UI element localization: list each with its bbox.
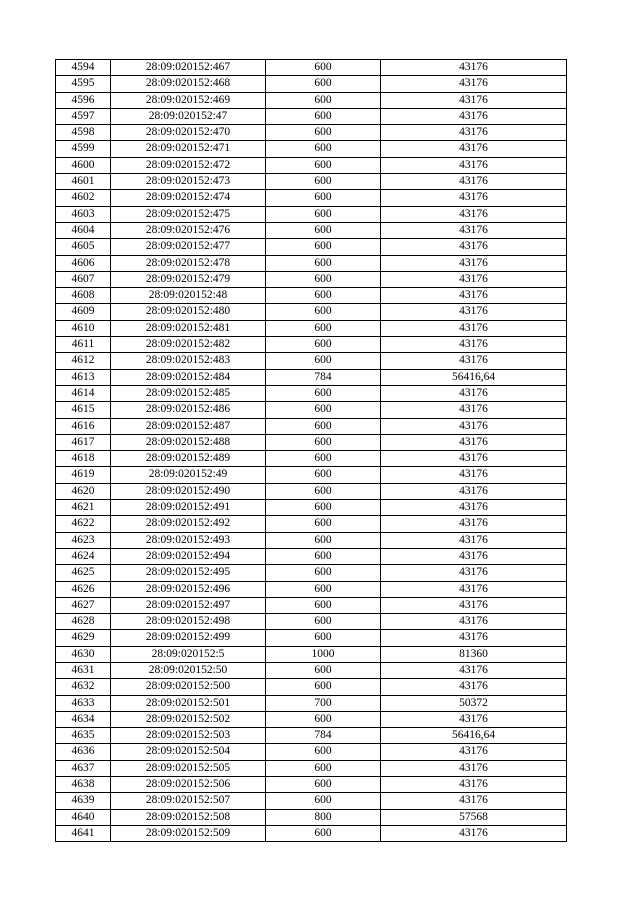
value-cell: 43176 <box>381 565 567 581</box>
row-number-cell: 4634 <box>56 711 111 727</box>
value-cell: 43176 <box>381 418 567 434</box>
cadastral-number-cell: 28:09:020152:474 <box>111 190 266 206</box>
cadastral-number-cell: 28:09:020152:470 <box>111 125 266 141</box>
row-number-cell: 4629 <box>56 630 111 646</box>
area-cell: 600 <box>266 793 381 809</box>
cadastral-number-cell: 28:09:020152:501 <box>111 695 266 711</box>
row-number-cell: 4626 <box>56 581 111 597</box>
value-cell: 43176 <box>381 255 567 271</box>
cadastral-number-cell: 28:09:020152:500 <box>111 679 266 695</box>
area-cell: 600 <box>266 614 381 630</box>
table-body <box>56 60 567 842</box>
table-row <box>56 581 567 597</box>
area-cell: 1000 <box>266 646 381 662</box>
value-cell: 43176 <box>381 597 567 613</box>
cadastral-number-cell: 28:09:020152:496 <box>111 581 266 597</box>
cadastral-number-cell: 28:09:020152:507 <box>111 793 266 809</box>
value-cell: 81360 <box>381 646 567 662</box>
value-cell: 43176 <box>381 125 567 141</box>
value-cell: 43176 <box>381 141 567 157</box>
area-cell: 600 <box>266 679 381 695</box>
row-number-cell: 4632 <box>56 679 111 695</box>
value-cell: 43176 <box>381 793 567 809</box>
area-cell: 600 <box>266 451 381 467</box>
table-row <box>56 548 567 564</box>
value-cell: 43176 <box>381 581 567 597</box>
row-number-cell: 4598 <box>56 125 111 141</box>
table-row <box>56 320 567 336</box>
value-cell: 43176 <box>381 337 567 353</box>
area-cell: 600 <box>266 304 381 320</box>
table-row <box>56 630 567 646</box>
area-cell: 600 <box>266 760 381 776</box>
row-number-cell: 4616 <box>56 418 111 434</box>
area-cell: 600 <box>266 385 381 401</box>
row-number-cell: 4621 <box>56 500 111 516</box>
area-cell: 600 <box>266 581 381 597</box>
area-cell: 600 <box>266 108 381 124</box>
cadastral-number-cell: 28:09:020152:490 <box>111 483 266 499</box>
cadastral-number-cell: 28:09:020152:50 <box>111 662 266 678</box>
area-cell: 600 <box>266 402 381 418</box>
cadastral-number-cell: 28:09:020152:489 <box>111 451 266 467</box>
row-number-cell: 4628 <box>56 614 111 630</box>
table-row <box>56 679 567 695</box>
value-cell: 43176 <box>381 548 567 564</box>
table-row <box>56 157 567 173</box>
table-row <box>56 614 567 630</box>
table-row <box>56 711 567 727</box>
table-row <box>56 500 567 516</box>
value-cell: 43176 <box>381 679 567 695</box>
cadastral-number-cell: 28:09:020152:47 <box>111 108 266 124</box>
area-cell: 600 <box>266 190 381 206</box>
table-row <box>56 809 567 825</box>
cadastral-number-cell: 28:09:020152:486 <box>111 402 266 418</box>
value-cell: 43176 <box>381 825 567 841</box>
table-row <box>56 125 567 141</box>
row-number-cell: 4610 <box>56 320 111 336</box>
cadastral-number-cell: 28:09:020152:49 <box>111 467 266 483</box>
row-number-cell: 4602 <box>56 190 111 206</box>
area-cell: 600 <box>266 630 381 646</box>
value-cell: 43176 <box>381 500 567 516</box>
row-number-cell: 4636 <box>56 744 111 760</box>
row-number-cell: 4609 <box>56 304 111 320</box>
row-number-cell: 4611 <box>56 337 111 353</box>
row-number-cell: 4619 <box>56 467 111 483</box>
cadastral-number-cell: 28:09:020152:502 <box>111 711 266 727</box>
table-row <box>56 60 567 76</box>
row-number-cell: 4618 <box>56 451 111 467</box>
row-number-cell: 4604 <box>56 222 111 238</box>
area-cell: 600 <box>266 222 381 238</box>
area-cell: 700 <box>266 695 381 711</box>
cadastral-number-cell: 28:09:020152:480 <box>111 304 266 320</box>
cadastral-number-cell: 28:09:020152:504 <box>111 744 266 760</box>
value-cell: 43176 <box>381 483 567 499</box>
table-row <box>56 206 567 222</box>
area-cell: 600 <box>266 500 381 516</box>
value-cell: 43176 <box>381 92 567 108</box>
table-row <box>56 353 567 369</box>
value-cell: 43176 <box>381 60 567 76</box>
table-row <box>56 271 567 287</box>
row-number-cell: 4600 <box>56 157 111 173</box>
row-number-cell: 4603 <box>56 206 111 222</box>
value-cell: 43176 <box>381 304 567 320</box>
area-cell: 600 <box>266 271 381 287</box>
row-number-cell: 4635 <box>56 728 111 744</box>
table-row <box>56 434 567 450</box>
area-cell: 600 <box>266 141 381 157</box>
row-number-cell: 4595 <box>56 76 111 92</box>
table-row <box>56 451 567 467</box>
table-row <box>56 695 567 711</box>
cadastral-number-cell: 28:09:020152:509 <box>111 825 266 841</box>
row-number-cell: 4599 <box>56 141 111 157</box>
row-number-cell: 4605 <box>56 239 111 255</box>
cadastral-number-cell: 28:09:020152:508 <box>111 809 266 825</box>
table-row <box>56 141 567 157</box>
cadastral-number-cell: 28:09:020152:467 <box>111 60 266 76</box>
row-number-cell: 4597 <box>56 108 111 124</box>
value-cell: 43176 <box>381 467 567 483</box>
cadastral-number-cell: 28:09:020152:476 <box>111 222 266 238</box>
table-row <box>56 662 567 678</box>
area-cell: 600 <box>266 320 381 336</box>
area-cell: 600 <box>266 255 381 271</box>
row-number-cell: 4601 <box>56 174 111 190</box>
cadastral-number-cell: 28:09:020152:481 <box>111 320 266 336</box>
row-number-cell: 4606 <box>56 255 111 271</box>
row-number-cell: 4624 <box>56 548 111 564</box>
value-cell: 43176 <box>381 76 567 92</box>
area-cell: 600 <box>266 597 381 613</box>
value-cell: 43176 <box>381 206 567 222</box>
cadastral-number-cell: 28:09:020152:495 <box>111 565 266 581</box>
value-cell: 43176 <box>381 451 567 467</box>
area-cell: 600 <box>266 418 381 434</box>
row-number-cell: 4638 <box>56 777 111 793</box>
value-cell: 43176 <box>381 239 567 255</box>
cadastral-number-cell: 28:09:020152:499 <box>111 630 266 646</box>
table-row <box>56 418 567 434</box>
cadastral-number-cell: 28:09:020152:493 <box>111 532 266 548</box>
table-row <box>56 385 567 401</box>
area-cell: 784 <box>266 728 381 744</box>
area-cell: 600 <box>266 744 381 760</box>
area-cell: 600 <box>266 711 381 727</box>
cadastral-number-cell: 28:09:020152:487 <box>111 418 266 434</box>
row-number-cell: 4607 <box>56 271 111 287</box>
table-row <box>56 646 567 662</box>
table-row <box>56 793 567 809</box>
table-row <box>56 222 567 238</box>
table-row <box>56 288 567 304</box>
value-cell: 43176 <box>381 353 567 369</box>
area-cell: 600 <box>266 125 381 141</box>
row-number-cell: 4596 <box>56 92 111 108</box>
value-cell: 43176 <box>381 174 567 190</box>
row-number-cell: 4639 <box>56 793 111 809</box>
area-cell: 600 <box>266 239 381 255</box>
cadastral-number-cell: 28:09:020152:506 <box>111 777 266 793</box>
table-row <box>56 597 567 613</box>
area-cell: 600 <box>266 60 381 76</box>
row-number-cell: 4630 <box>56 646 111 662</box>
value-cell: 56416,64 <box>381 369 567 385</box>
value-cell: 43176 <box>381 614 567 630</box>
cadastral-number-cell: 28:09:020152:473 <box>111 174 266 190</box>
table-row <box>56 255 567 271</box>
area-cell: 600 <box>266 662 381 678</box>
cadastral-number-cell: 28:09:020152:503 <box>111 728 266 744</box>
row-number-cell: 4614 <box>56 385 111 401</box>
table-row <box>56 483 567 499</box>
area-cell: 600 <box>266 288 381 304</box>
area-cell: 600 <box>266 825 381 841</box>
table-row <box>56 467 567 483</box>
table-row <box>56 304 567 320</box>
table-row <box>56 532 567 548</box>
cadastral-number-cell: 28:09:020152:479 <box>111 271 266 287</box>
cadastral-number-cell: 28:09:020152:498 <box>111 614 266 630</box>
cadastral-number-cell: 28:09:020152:482 <box>111 337 266 353</box>
row-number-cell: 4625 <box>56 565 111 581</box>
value-cell: 43176 <box>381 320 567 336</box>
area-cell: 600 <box>266 532 381 548</box>
cadastral-number-cell: 28:09:020152:478 <box>111 255 266 271</box>
cadastral-number-cell: 28:09:020152:5 <box>111 646 266 662</box>
cadastral-number-cell: 28:09:020152:477 <box>111 239 266 255</box>
table-row <box>56 565 567 581</box>
value-cell: 43176 <box>381 777 567 793</box>
area-cell: 600 <box>266 353 381 369</box>
row-number-cell: 4613 <box>56 369 111 385</box>
cadastral-number-cell: 28:09:020152:472 <box>111 157 266 173</box>
table-row <box>56 402 567 418</box>
area-cell: 784 <box>266 369 381 385</box>
value-cell: 43176 <box>381 630 567 646</box>
area-cell: 600 <box>266 337 381 353</box>
cadastral-number-cell: 28:09:020152:468 <box>111 76 266 92</box>
table-row <box>56 92 567 108</box>
area-cell: 600 <box>266 157 381 173</box>
cadastral-number-cell: 28:09:020152:488 <box>111 434 266 450</box>
cadastral-number-cell: 28:09:020152:505 <box>111 760 266 776</box>
area-cell: 600 <box>266 548 381 564</box>
cadastral-number-cell: 28:09:020152:492 <box>111 516 266 532</box>
value-cell: 43176 <box>381 516 567 532</box>
row-number-cell: 4612 <box>56 353 111 369</box>
row-number-cell: 4623 <box>56 532 111 548</box>
value-cell: 43176 <box>381 157 567 173</box>
table-row <box>56 76 567 92</box>
area-cell: 600 <box>266 76 381 92</box>
value-cell: 43176 <box>381 288 567 304</box>
area-cell: 600 <box>266 434 381 450</box>
value-cell: 43176 <box>381 402 567 418</box>
area-cell: 600 <box>266 467 381 483</box>
area-cell: 600 <box>266 516 381 532</box>
value-cell: 43176 <box>381 532 567 548</box>
table-row <box>56 516 567 532</box>
area-cell: 600 <box>266 483 381 499</box>
table-row <box>56 825 567 841</box>
cadastral-number-cell: 28:09:020152:483 <box>111 353 266 369</box>
row-number-cell: 4594 <box>56 60 111 76</box>
area-cell: 600 <box>266 92 381 108</box>
cadastral-number-cell: 28:09:020152:469 <box>111 92 266 108</box>
cadastral-number-cell: 28:09:020152:475 <box>111 206 266 222</box>
row-number-cell: 4641 <box>56 825 111 841</box>
row-number-cell: 4640 <box>56 809 111 825</box>
table-row <box>56 728 567 744</box>
value-cell: 43176 <box>381 385 567 401</box>
value-cell: 43176 <box>381 711 567 727</box>
table-row <box>56 174 567 190</box>
value-cell: 43176 <box>381 108 567 124</box>
row-number-cell: 4633 <box>56 695 111 711</box>
area-cell: 600 <box>266 565 381 581</box>
row-number-cell: 4615 <box>56 402 111 418</box>
value-cell: 43176 <box>381 271 567 287</box>
cadastral-number-cell: 28:09:020152:48 <box>111 288 266 304</box>
value-cell: 43176 <box>381 662 567 678</box>
table-row <box>56 190 567 206</box>
area-cell: 600 <box>266 174 381 190</box>
cadastral-number-cell: 28:09:020152:497 <box>111 597 266 613</box>
value-cell: 50372 <box>381 695 567 711</box>
table-row <box>56 369 567 385</box>
cadastral-number-cell: 28:09:020152:485 <box>111 385 266 401</box>
table-row <box>56 108 567 124</box>
value-cell: 43176 <box>381 434 567 450</box>
row-number-cell: 4637 <box>56 760 111 776</box>
value-cell: 56416,64 <box>381 728 567 744</box>
row-number-cell: 4622 <box>56 516 111 532</box>
row-number-cell: 4617 <box>56 434 111 450</box>
table-row <box>56 744 567 760</box>
value-cell: 43176 <box>381 190 567 206</box>
cadastral-number-cell: 28:09:020152:491 <box>111 500 266 516</box>
area-cell: 600 <box>266 777 381 793</box>
row-number-cell: 4627 <box>56 597 111 613</box>
area-cell: 800 <box>266 809 381 825</box>
value-cell: 57568 <box>381 809 567 825</box>
cadastral-number-cell: 28:09:020152:484 <box>111 369 266 385</box>
row-number-cell: 4620 <box>56 483 111 499</box>
table-row <box>56 239 567 255</box>
row-number-cell: 4608 <box>56 288 111 304</box>
area-cell: 600 <box>266 206 381 222</box>
cadastral-number-cell: 28:09:020152:471 <box>111 141 266 157</box>
cadastral-number-cell: 28:09:020152:494 <box>111 548 266 564</box>
value-cell: 43176 <box>381 760 567 776</box>
value-cell: 43176 <box>381 744 567 760</box>
value-cell: 43176 <box>381 222 567 238</box>
table-row <box>56 760 567 776</box>
table-row <box>56 777 567 793</box>
table-row <box>56 337 567 353</box>
row-number-cell: 4631 <box>56 662 111 678</box>
parcel-table <box>55 59 567 842</box>
